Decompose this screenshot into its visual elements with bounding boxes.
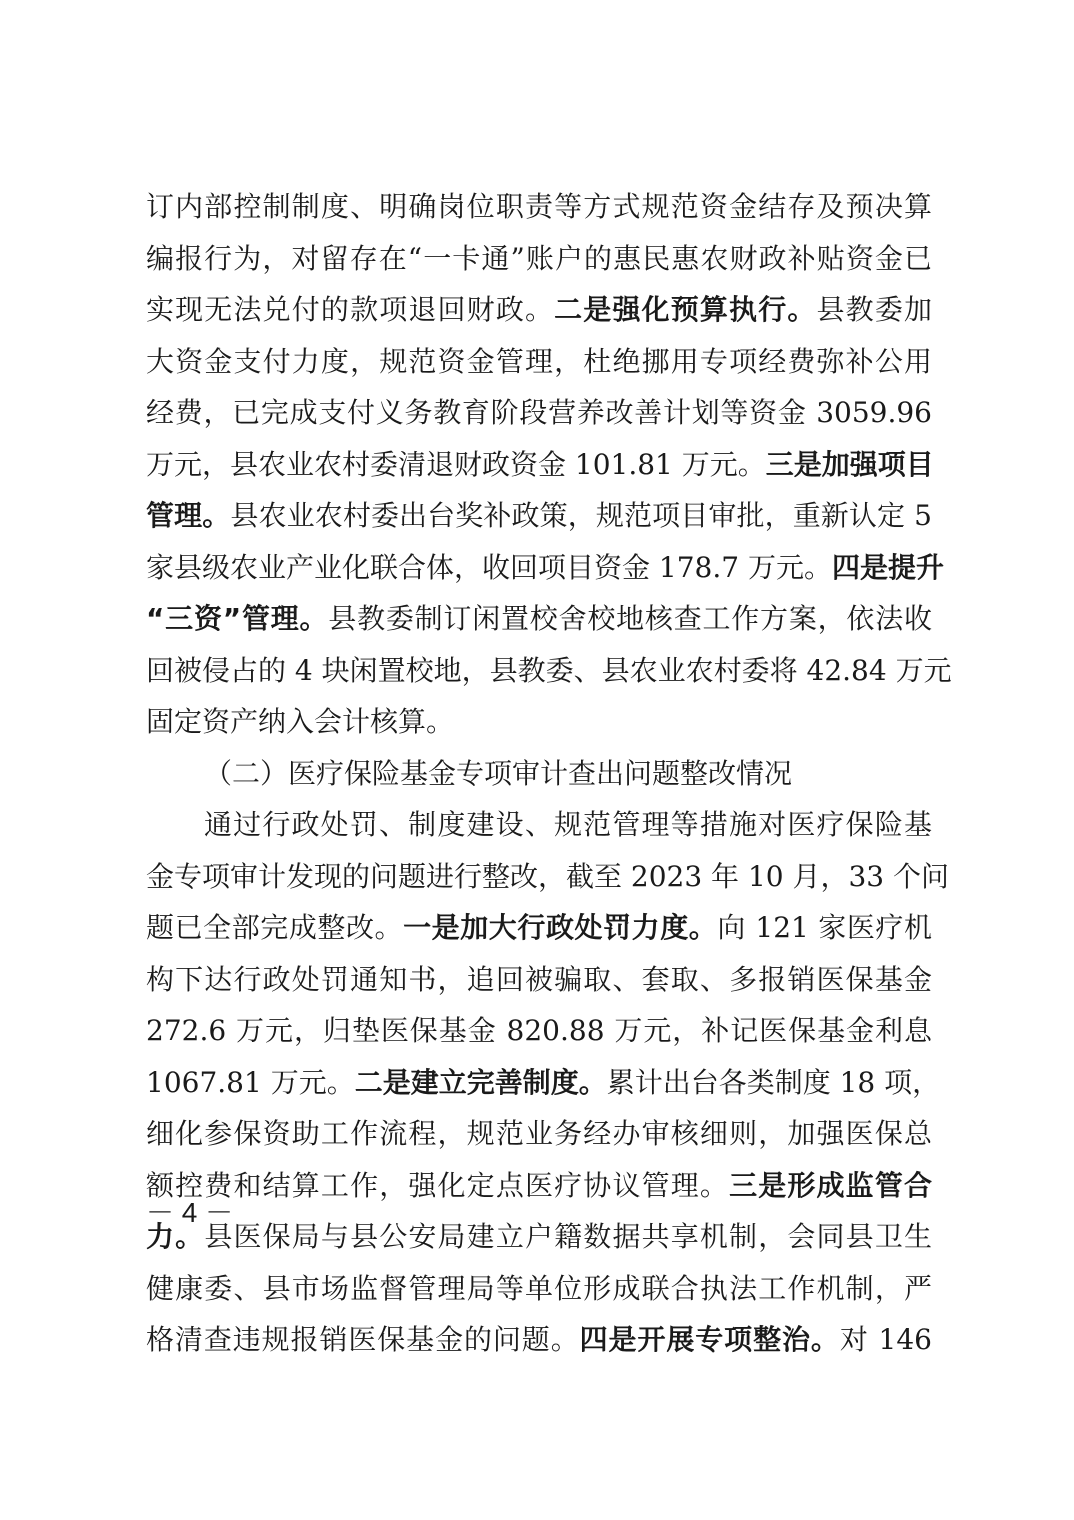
text-segment: 构下达行政处罚通知书，追回被骗取、套取、多报销医保基金: [146, 962, 932, 996]
text-segment: 实现无法兑付的款项退回财政。: [146, 293, 555, 326]
text-segment: 272.6 万元，归垫医保基金 820.88 万元，补记医保基金利息: [146, 1014, 932, 1047]
text-segment: 回被侵占的 4 块闲置校地，县教委、县农业农村委将 42.84 万元: [146, 653, 952, 687]
text-segment: 县教委制订闲置校舍校地核查工作方案，依法收: [328, 602, 932, 635]
text-line: [146, 1269, 932, 1309]
bold-phrase: 二是建立完善制度。: [354, 1065, 607, 1099]
text-segment: 固定资产纳入会计核算。: [146, 705, 455, 738]
bold-phrase: 四是开展专项整治。: [579, 1323, 840, 1356]
text-segment: 健康委、县市场监督管理局等单位形成联合执法工作机制，严: [146, 1271, 932, 1305]
text-line: [146, 1217, 932, 1257]
text-segment: 万元，县农业农村委清退财政资金 101.81 万元。: [146, 447, 766, 481]
text-segment: 家县级农业产业化联合体，收回项目资金 178.7 万元。: [146, 550, 832, 584]
text-segment: 额控费和结算工作，强化定点医疗协议管理。: [146, 1168, 730, 1202]
text-segment: 对 146: [839, 1323, 932, 1356]
text-line: [146, 445, 932, 485]
text-line: [146, 599, 932, 639]
bold-phrase: 三是加强项目: [765, 447, 934, 481]
text-line: [146, 496, 932, 536]
text-line: [146, 290, 932, 330]
bold-phrase: “三资”管理。: [146, 602, 329, 635]
text-line: [146, 1063, 941, 1103]
text-segment: 县医保局与县公安局建立户籍数据共享机制，会同县卫生: [204, 1220, 932, 1253]
text-segment: 累计出台各类制度 18 项，: [606, 1065, 941, 1099]
text-line: [146, 1166, 932, 1206]
text-segment: 订内部控制制度、明确岗位职责等方式规范资金结存及预决算: [146, 190, 932, 223]
text-segment: 县教委加: [816, 293, 932, 326]
section-heading: [204, 754, 932, 794]
text-segment: 格清查违规报销医保基金的问题。: [146, 1323, 580, 1356]
text-line: [146, 651, 952, 691]
text-segment: 通过行政处罚、制度建设、规范管理等措施对医疗保险基: [204, 808, 932, 841]
text-segment: 1067.81 万元。: [146, 1065, 355, 1099]
bold-phrase: 四是提升: [831, 550, 944, 584]
bold-phrase: 三是形成监管合: [729, 1168, 932, 1202]
text-segment: 县农业农村委出台奖补政策，规范项目审批，重新认定 5: [230, 499, 932, 532]
text-line: [146, 1320, 932, 1360]
text-segment: （二）医疗保险基金专项审计查出问题整改情况: [204, 756, 793, 790]
text-line: [146, 187, 932, 227]
text-segment: 经费，已完成支付义务教育阶段营养改善计划等资金 3059.96: [146, 396, 932, 429]
page-number: － 4 －: [146, 1197, 234, 1228]
bold-phrase: 一是加大行政处罚力度。: [403, 911, 718, 944]
text-segment: 细化参保资助工作流程，规范业务经办审核细则，加强医保总: [146, 1117, 932, 1150]
text-line: [146, 393, 932, 433]
text-line: [146, 239, 932, 279]
text-segment: 大资金支付力度，规范资金管理，杜绝挪用专项经费弥补公用: [146, 344, 932, 378]
text-line: [146, 548, 944, 588]
bold-phrase: 力。: [146, 1220, 205, 1253]
text-line: [146, 857, 950, 897]
text-line: [146, 1114, 932, 1154]
text-segment: 金专项审计发现的问题进行整改，截至 2023 年 10 月，33 个问: [146, 859, 950, 893]
text-line: [146, 1011, 932, 1051]
text-line: [146, 702, 932, 742]
text-line: [204, 805, 932, 845]
text-line: [146, 908, 932, 948]
text-segment: 题已全部完成整改。: [146, 911, 404, 944]
text-segment: 向 121 家医疗机: [717, 911, 932, 944]
text-line: [146, 342, 932, 382]
bold-phrase: 管理。: [146, 499, 231, 532]
bold-phrase: 二是强化预算执行。: [554, 293, 817, 326]
text-segment: 编报行为，对留存在“一卡通”账户的惠民惠农财政补贴资金已: [146, 241, 932, 275]
text-line: [146, 960, 932, 1000]
